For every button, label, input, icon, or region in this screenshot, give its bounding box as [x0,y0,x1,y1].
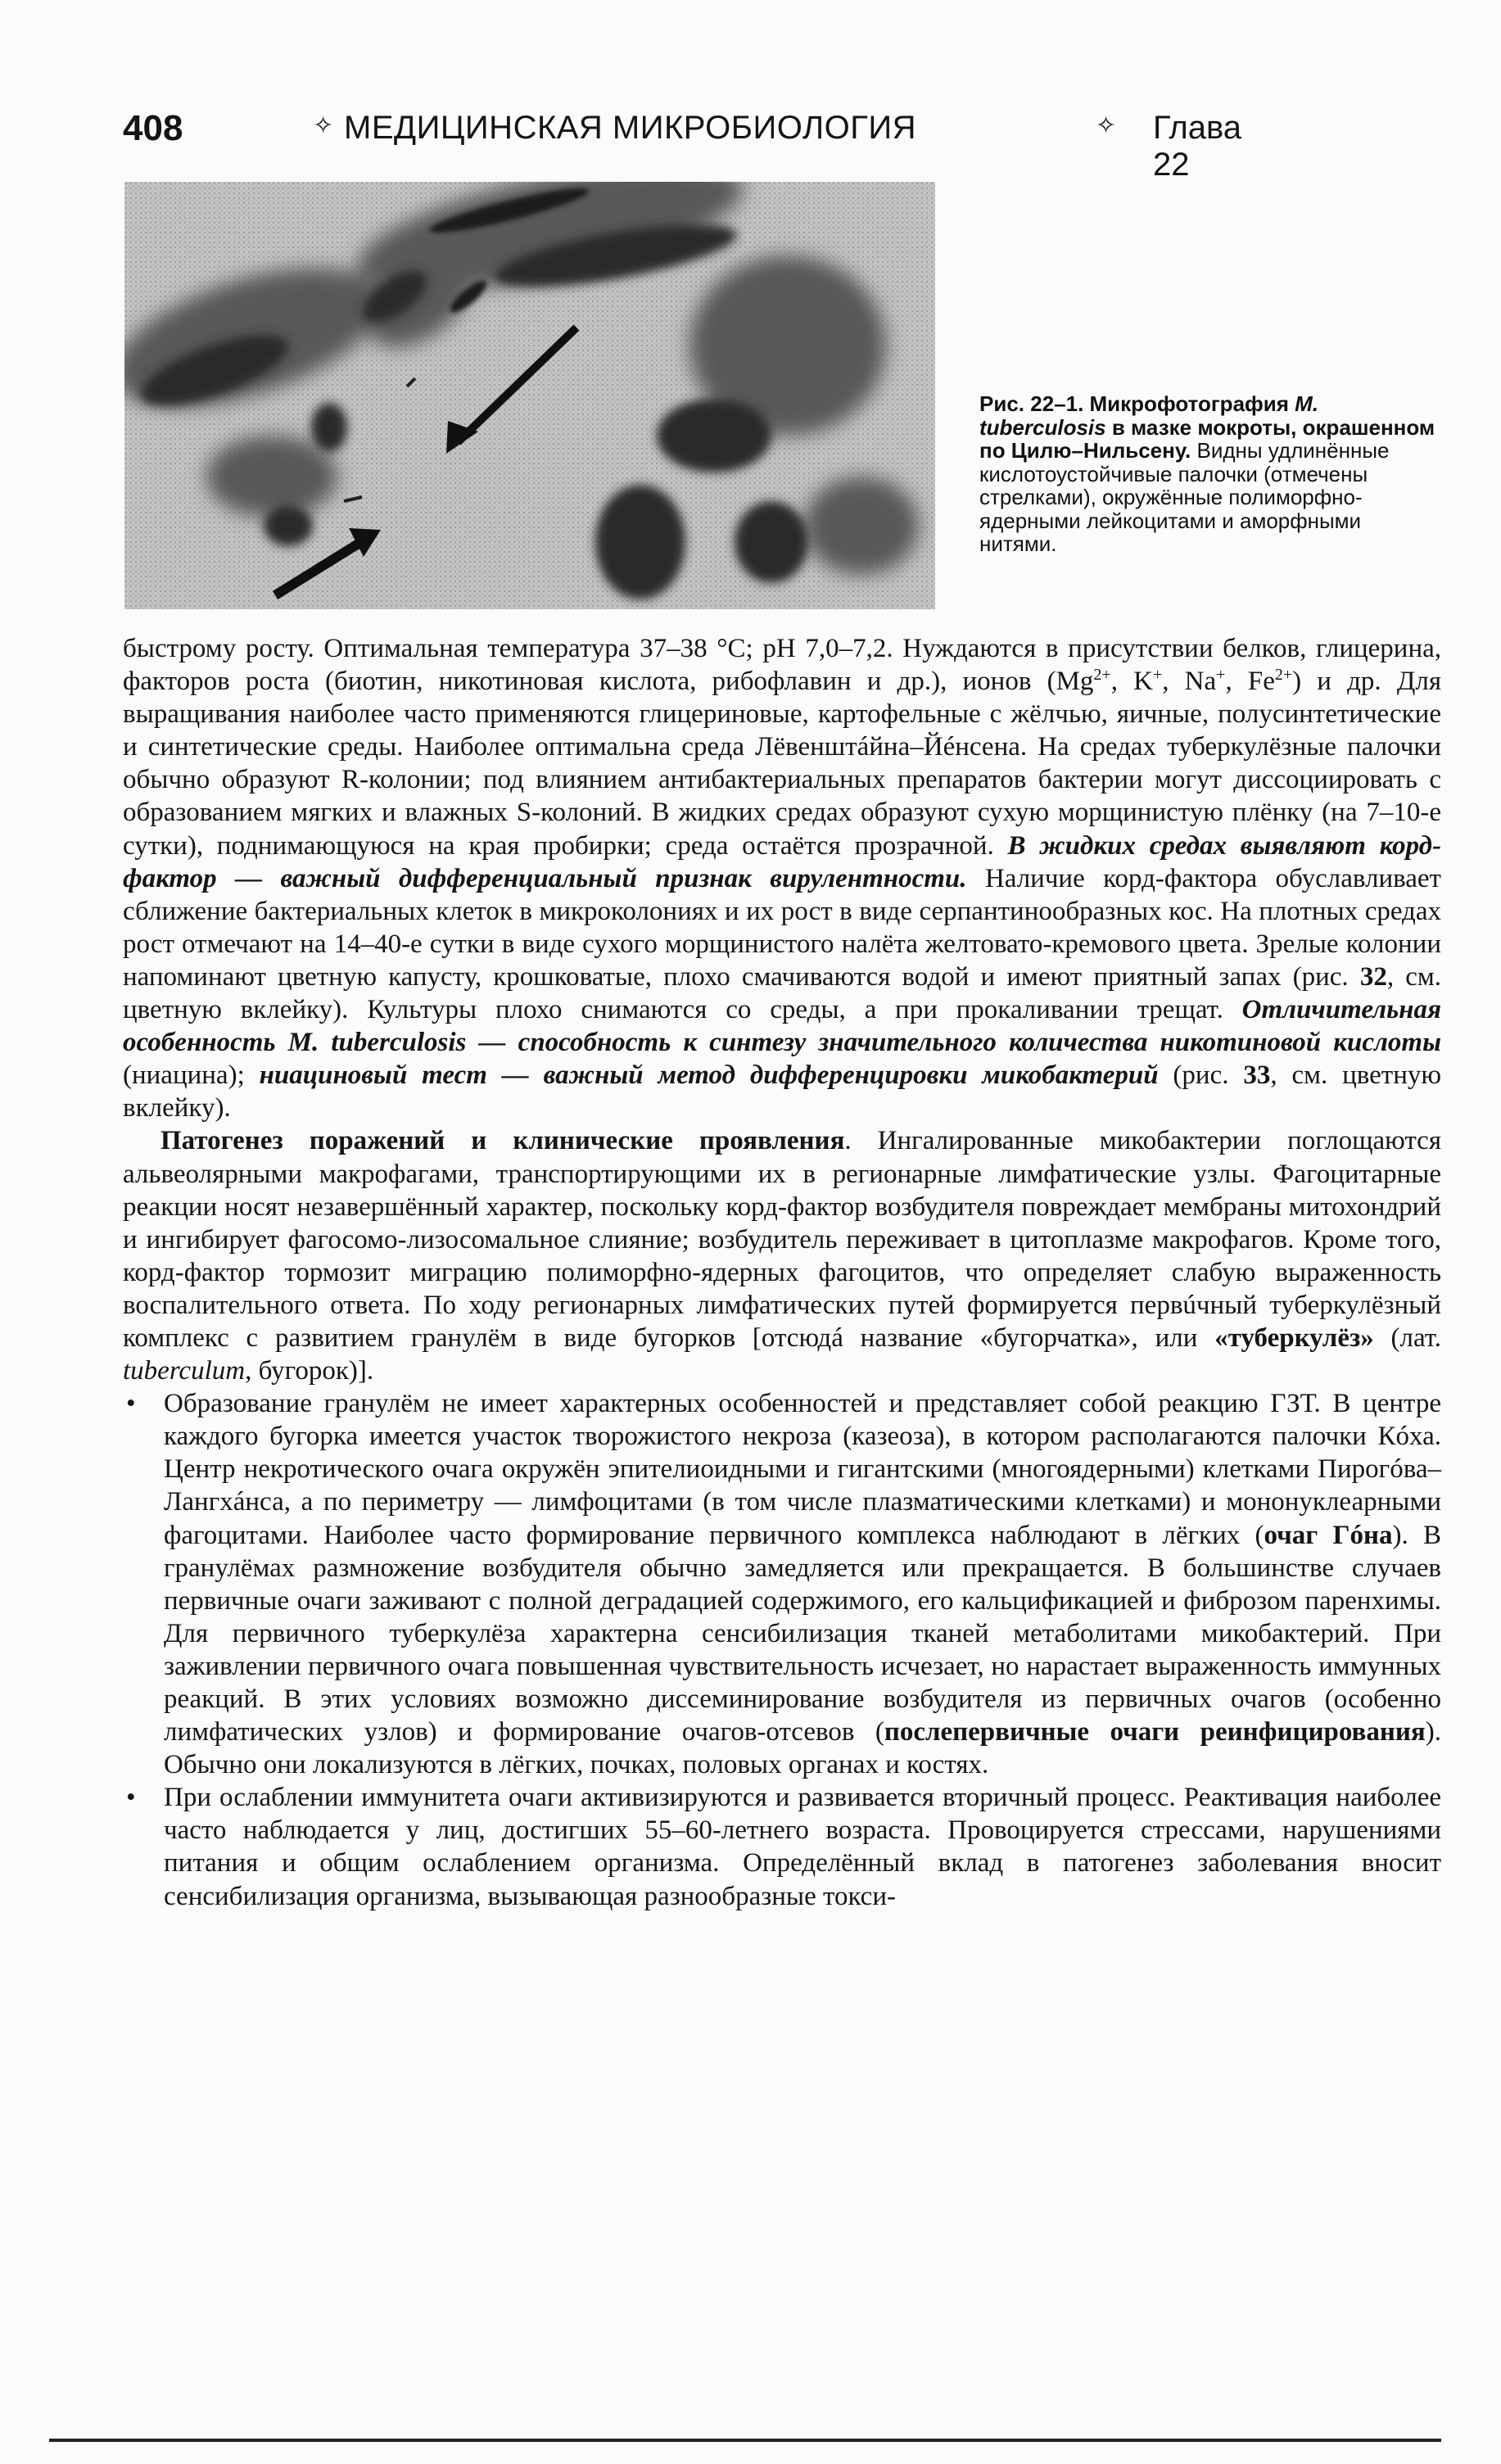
diamond-icon: ✧ [313,112,334,139]
text-run: , Fe [1225,667,1275,697]
latin-term: tuberculum [123,1356,246,1386]
micrograph-image [124,182,935,609]
text-run: При ослаблении иммунитета очаги активизируются и развивается вторичный процесс. Реактивация наиболее часто наблюдается у лиц, достигших 55–60-летнего возраста. Провоцируется стрессами, нарушениями питания и общим ослаблением организма. Определённый вклад в патогенез заболевания вносит сенсибилизация организма, вызывающая разнообразные токси- [164,1783,1441,1911]
bullet-list [123,1387,1441,1913]
emphasis: ниациновый тест — важный метод дифференцировки микобактерий [259,1060,1159,1091]
bullet-icon: • [126,1783,136,1813]
term: послепервичные очаги реинфицирования [884,1717,1426,1747]
caption-label: Рис. 22–1. Микрофотография [979,391,1289,416]
caption-description: Видны удлинённые кислотоустойчивые палочки (отмечены стрелками), окружённые полиморфно-ядерными лейкоцитами и аморфными нитями. [979,438,1390,556]
paragraph-growth [123,632,1441,1124]
figure-caption [979,392,1438,556]
superscript: + [1152,666,1163,685]
text-run: быстрому росту. Оптимальная температура 37–38 °С; pH 7,0–7,2. Нуждаются в присутствии белков, глицерина, факторов роста (биотин, никотиновая кислота, рибофлавин и др.), ионов (Mg [123,634,1441,697]
text-run: , K [1110,667,1153,697]
text-run: ). В гранулёмах размножение возбудителя обычно замедляется или прекращается. В большинстве случаев первичные очаги заживают с полной деградацией содержимого, его кальцификацией и фиброзом паренхимы. Для первичного туберкулёза характерна сенсибилизация тканей метаболитами микобактерий. При заживлении первичного очага повышенная чувствительность исчезает, но нарастает выраженность иммунных реакций. В этих условиях возможно диссеминирование возбудителя из первичных очагов (особенно лимфатических узлов) и формирование очагов-отсевов ( [164,1520,1442,1747]
term: очаг Гóна [1264,1520,1393,1550]
list-item [123,1781,1441,1912]
text-run: (ниацина); [123,1060,260,1091]
superscript: + [1216,666,1226,685]
caption-title-rest: в мазке мокроты, окрашенном по Цилю–Нильсену. [979,414,1435,463]
text-run: . Ингалированные микобактерии поглощаются альвеолярными макрофагами, транспортирующими их в регионарные лимфатические узлы. Фагоцитарные реакции носят незавершённый характер, поскольку корд-фактор возбудителя повреждает мембраны митохондрий и ингибирует фагосомо-лизосомальное слияние; возбудитель переживает в цитоплазме макрофагов. Кроме того, корд-фактор тормозит миграцию полиморфно-ядерных фагоцитов, что определяет слабую выраженность воспалительного ответа. По ходу регионарных лимфатических путей формируется первúчный туберкулёзный комплекс с развитием гранулём в виде бугорков [отсюдá название «бугорчатка», или [123,1126,1441,1353]
superscript: 2+ [1093,666,1111,685]
term: «туберкулёз» [1214,1322,1374,1353]
text-run: ). Обычно они локализуются в лёгких, почках, половых органах и костях. [164,1717,1441,1780]
figure-ref: 33 [1243,1060,1271,1091]
text-run: (лат. [1373,1322,1441,1353]
running-header [123,108,1253,183]
bullet-icon: • [126,1389,136,1419]
body-text [123,632,1441,1913]
emphasis: В жидких средах выявляют корд-фактор — важный дифференциальный признак вирулентности. [123,830,1441,893]
text-run: ) и др. Для выращивания наиболее часто применяются глицериновые, картофельные с жёлчью, яичные, полусинтетические и синтетические среды. Наиболее оптимальна среда Лёвенштáйна–Йéнсена. На средах туберкулёзные палочки обычно образуют R-колонии; под влиянием антибактериальных препаратов бактерии могут диссоциировать с образованием мягких и влажных S-колоний. В жидких средах образуют сухую морщинистую плёнку (на 7–10-е сутки), поднимающуюся на края пробирки; среда остаётся прозрачной. [123,667,1441,861]
diamond-icon: ✧ [1096,112,1117,139]
list-item [123,1387,1441,1781]
figure-ref: 32 [1359,961,1387,992]
text-run: , бугорок)]. [245,1356,374,1386]
chapter-label: Глава 22 [1153,110,1242,183]
text-run: , см. цветную вклейку). [123,1060,1442,1123]
paragraph-pathogenesis [123,1124,1441,1387]
page-number: 408 [123,108,183,148]
text-run: , см. цветную вклейку). Культуры плохо снимаются со среды, а при прокаливании трещат. [123,961,1442,1025]
section-heading: Патогенез поражений и клинические проявления [160,1126,845,1156]
text-run: Наличие корд-фактора обуславливает сближение бактериальных клеток в микроколониях и их рост в виде серпантинообразных кос. На плотных средах рост отмечают на 14–40-е сутки в виде сухого морщинистого налёта желтовато-кремового цвета. Зрелые колонии напоминают цветную капусту, крошковатые, плохо смачиваются водой и имеют приятный запах (рис. [123,863,1441,992]
emphasis: Отличительная особенность M. tuberculosis — способность к синтезу значительного количества никотиновой кислоты [123,995,1441,1058]
text-run: , Na [1162,667,1217,697]
micrograph-sputum-smear-icon [124,182,935,609]
page-bottom-rule [49,2439,1441,2442]
caption-species: M. tuberculosis [979,391,1319,440]
text-run: (рис. [1158,1060,1244,1091]
book-title: МЕДИЦИНСКАЯ МИКРОБИОЛОГИЯ [344,110,917,146]
text-run: Образование гранулём не имеет характерных особенностей и представляет собой реакцию ГЗТ. В центре каждого бугорка имеется участок творожистого некроза (казеоза), в котором располагаются палочки Кóха. Центр некротического очага окружён эпителиоидными и гигантскими (многоядерными) клетками Пирогóва–Лангхáнса, а по периметру — лимфоцитами (в том числе плазматическими клетками) и мононуклеарными фагоцитами. Наиболее часто формирование первичного комплекса наблюдают в лёгких ( [164,1389,1441,1550]
superscript: 2+ [1274,666,1293,685]
